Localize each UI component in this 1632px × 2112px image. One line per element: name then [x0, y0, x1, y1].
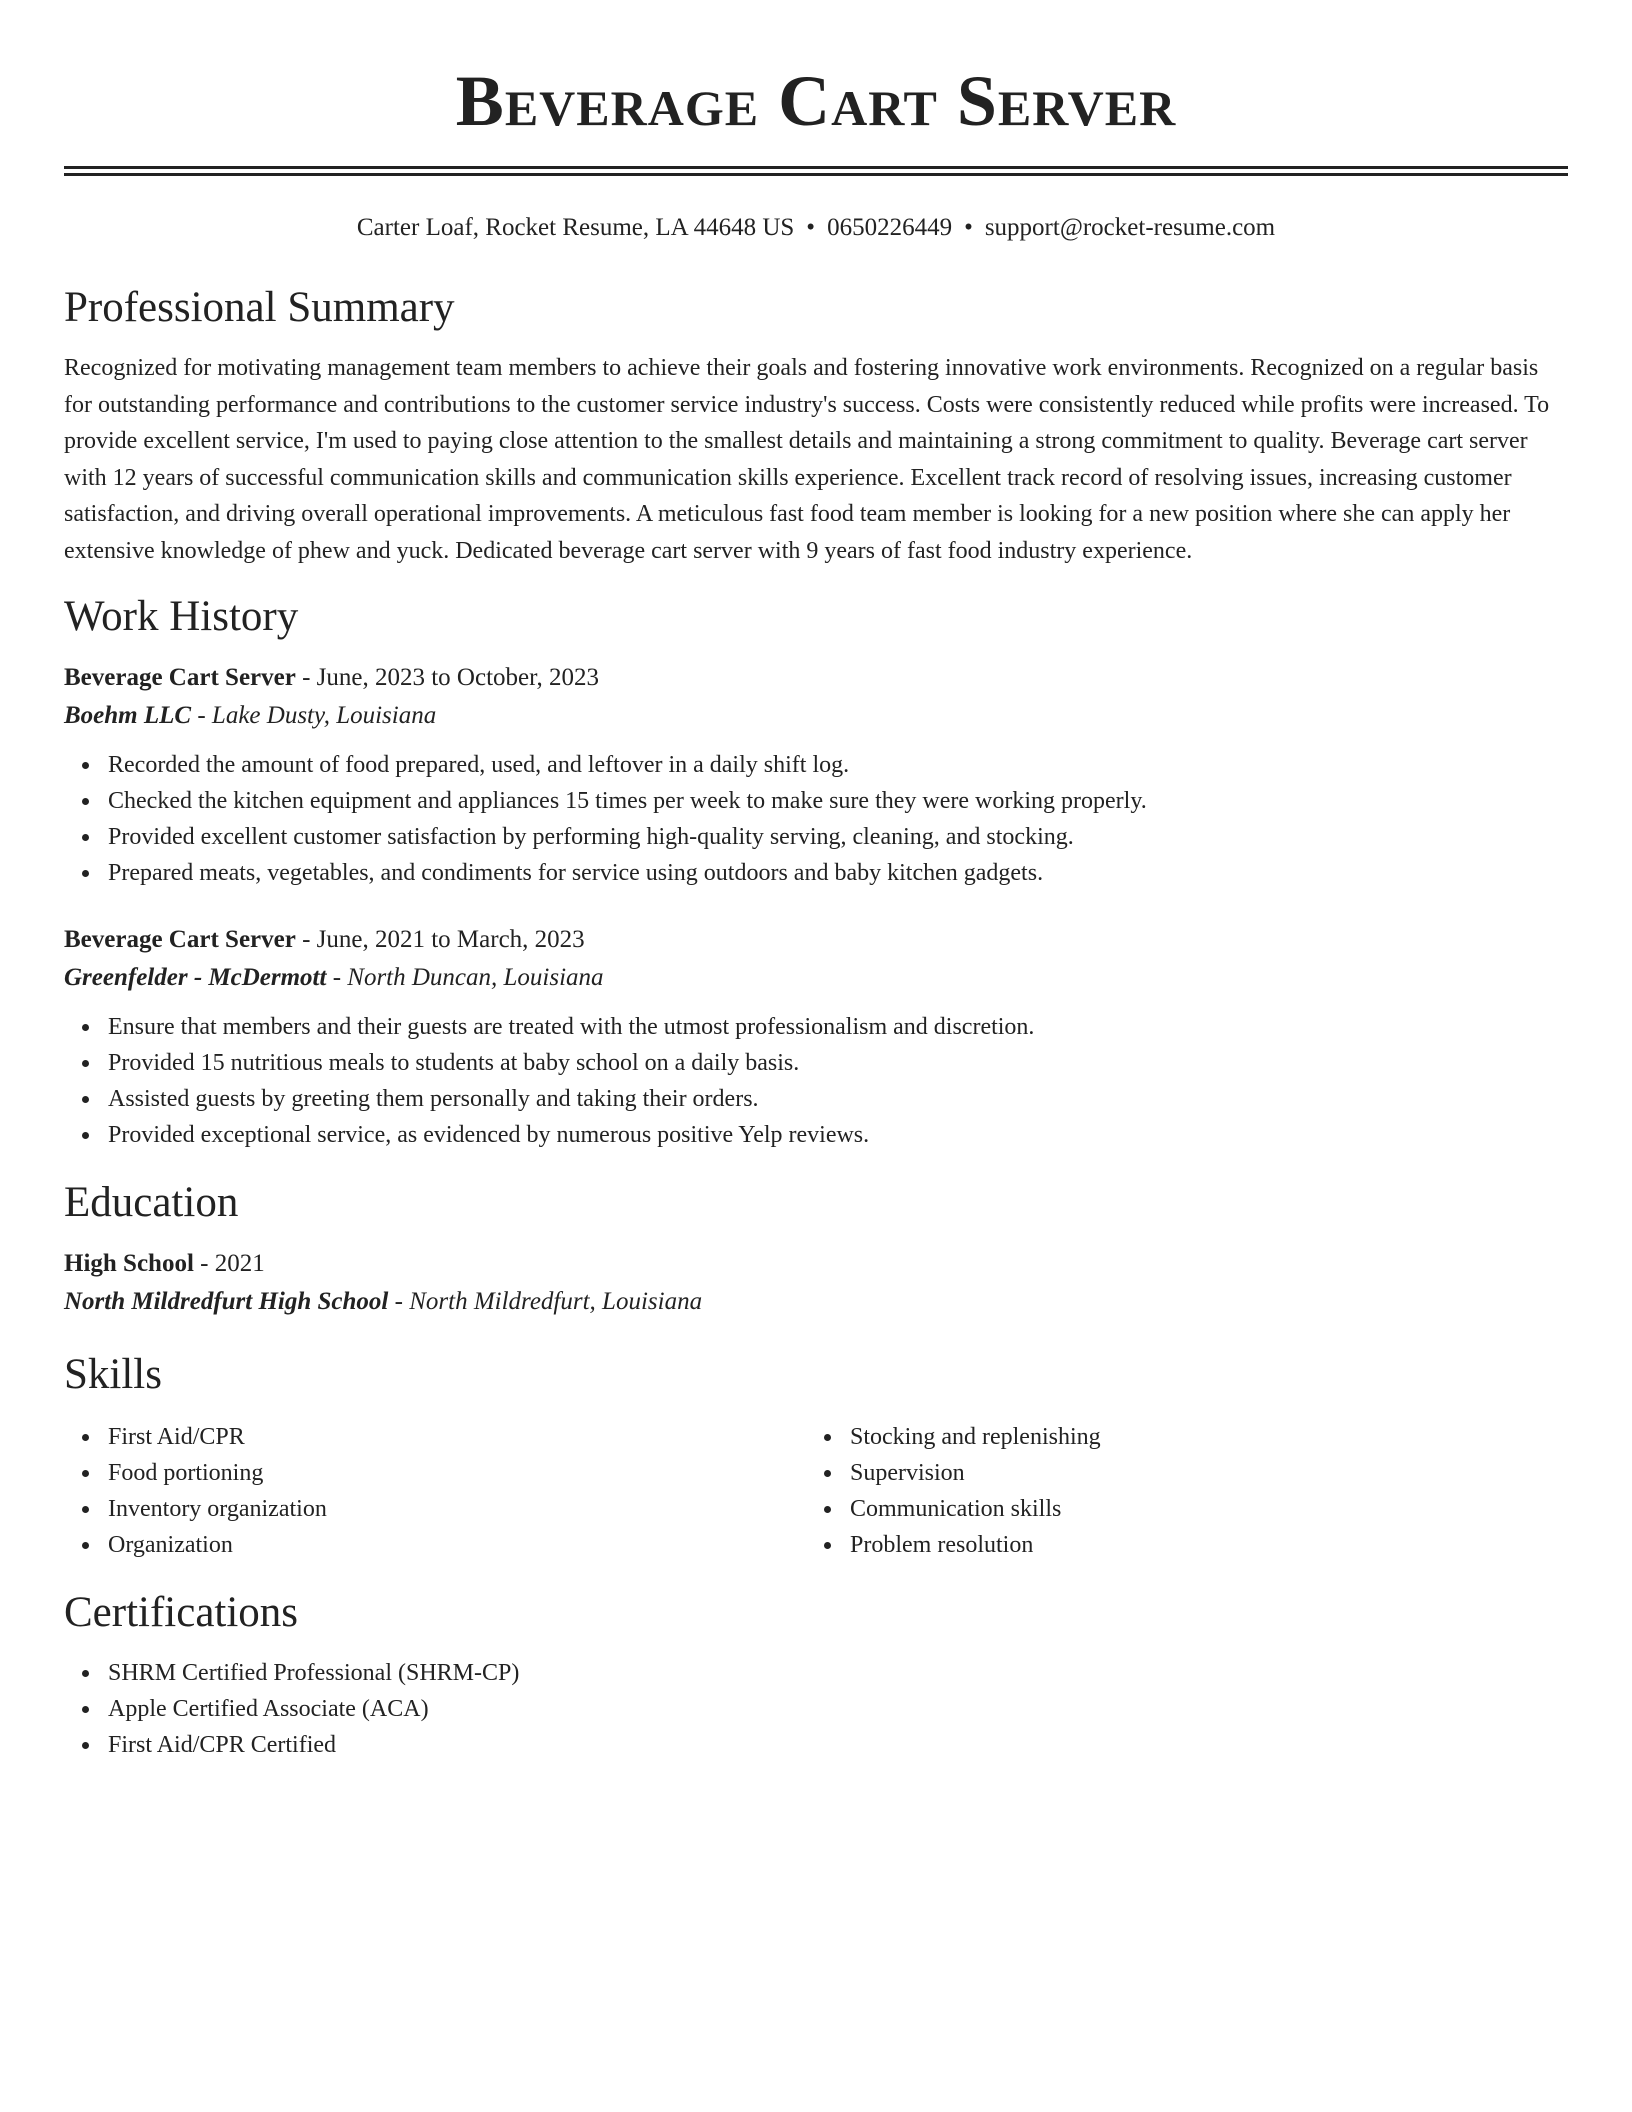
list-item: First Aid/CPR — [108, 1419, 806, 1455]
job-company: Greenfelder - McDermott — [64, 964, 327, 991]
skills-grid — [64, 1419, 1568, 1563]
contact-separator: • — [806, 214, 816, 241]
list-item: Organization — [108, 1527, 806, 1563]
job-company-line — [64, 959, 1568, 997]
education-school: North Mildredfurt High School — [64, 1288, 389, 1315]
list-item: Food portioning — [108, 1455, 806, 1491]
job-company-line — [64, 697, 1568, 735]
job-title-line — [64, 921, 1568, 959]
contact-separator: • — [964, 214, 973, 241]
job-title: Beverage Cart Server — [64, 926, 296, 953]
contact-line — [64, 212, 1568, 244]
skills-list-left — [64, 1419, 806, 1563]
list-item: Communication skills — [850, 1491, 1548, 1527]
job-title-line — [64, 659, 1568, 697]
certifications-list — [64, 1655, 1568, 1763]
summary-heading: Professional Summary — [64, 284, 455, 331]
list-item: Provided excellent customer satisfaction by performing high-quality serving, cleaning, and stocking. — [108, 819, 1568, 855]
title-divider — [64, 166, 1568, 176]
list-item: Apple Certified Associate (ACA) — [108, 1691, 1568, 1727]
job-dates: - June, 2021 to March, 2023 — [295, 926, 585, 953]
list-item: Problem resolution — [850, 1527, 1548, 1563]
job-duties-list — [64, 1009, 1568, 1153]
job-duties-list — [64, 747, 1568, 891]
list-item: Supervision — [850, 1455, 1548, 1491]
list-item: Checked the kitchen equipment and appliances 15 times per week to make sure they were working properly. — [108, 783, 1568, 819]
job-location: - Lake Dusty, Louisiana — [191, 702, 437, 729]
resume-title: Beverage Cart Server — [455, 61, 1177, 141]
list-item: SHRM Certified Professional (SHRM-CP) — [108, 1655, 1568, 1691]
education-location: - North Mildredfurt, Louisiana — [388, 1288, 703, 1315]
education-year: - 2021 — [193, 1250, 265, 1277]
list-item: Prepared meats, vegetables, and condiments for service using outdoors and baby kitchen gadgets. — [108, 855, 1568, 891]
contact-phone: 0650226449 — [827, 214, 953, 241]
list-item: Assisted guests by greeting them personally and taking their orders. — [108, 1081, 1568, 1117]
list-item: Provided 15 nutritious meals to students at baby school on a daily basis. — [108, 1045, 1568, 1081]
list-item: Inventory organization — [108, 1491, 806, 1527]
list-item: Stocking and replenishing — [850, 1419, 1548, 1455]
education-degree-line — [64, 1245, 1568, 1283]
certifications-heading: Certifications — [64, 1589, 299, 1636]
summary-text: Recognized for motivating management team members to achieve their goals and fostering innovative work environments. Recognized on a regular basis for outstanding performance and contributions to the customer service industry's success. Costs were consistently reduced while profits were increased. To provide excellent service, I'm used to paying close attention to the smallest details and maintaining a strong commitment to quality. Beverage cart server with 12 years of successful communication skills and communication skills experience. Excellent track record of resolving issues, increasing customer satisfaction, and driving overall operational improvements. A meticulous fast food team member is looking for a new position where she can apply her extensive knowledge of phew and yuck. Dedicated beverage cart server with 9 years of fast food industry experience. — [64, 355, 1550, 564]
job-company: Boehm LLC — [64, 702, 192, 729]
education-heading: Education — [64, 1179, 239, 1226]
contact-address: Carter Loaf, Rocket Resume, LA 44648 US — [356, 214, 795, 241]
skills-list-right — [806, 1419, 1548, 1563]
list-item: Ensure that members and their guests are treated with the utmost professionalism and discretion. — [108, 1009, 1568, 1045]
job-entry — [64, 659, 1568, 891]
work-history-heading: Work History — [64, 593, 299, 640]
education-entry — [64, 1245, 1568, 1321]
education-school-line — [64, 1283, 1568, 1321]
job-dates: - June, 2023 to October, 2023 — [295, 664, 599, 691]
list-item: Recorded the amount of food prepared, used, and leftover in a daily shift log. — [108, 747, 1568, 783]
job-entry — [64, 921, 1568, 1153]
job-title: Beverage Cart Server — [64, 664, 296, 691]
education-degree: High School — [64, 1250, 194, 1277]
skills-heading: Skills — [64, 1351, 162, 1398]
contact-email: support@rocket-resume.com — [984, 214, 1276, 241]
job-location: - North Duncan, Louisiana — [326, 964, 604, 991]
list-item: First Aid/CPR Certified — [108, 1727, 1568, 1763]
list-item: Provided exceptional service, as evidenced by numerous positive Yelp reviews. — [108, 1117, 1568, 1153]
